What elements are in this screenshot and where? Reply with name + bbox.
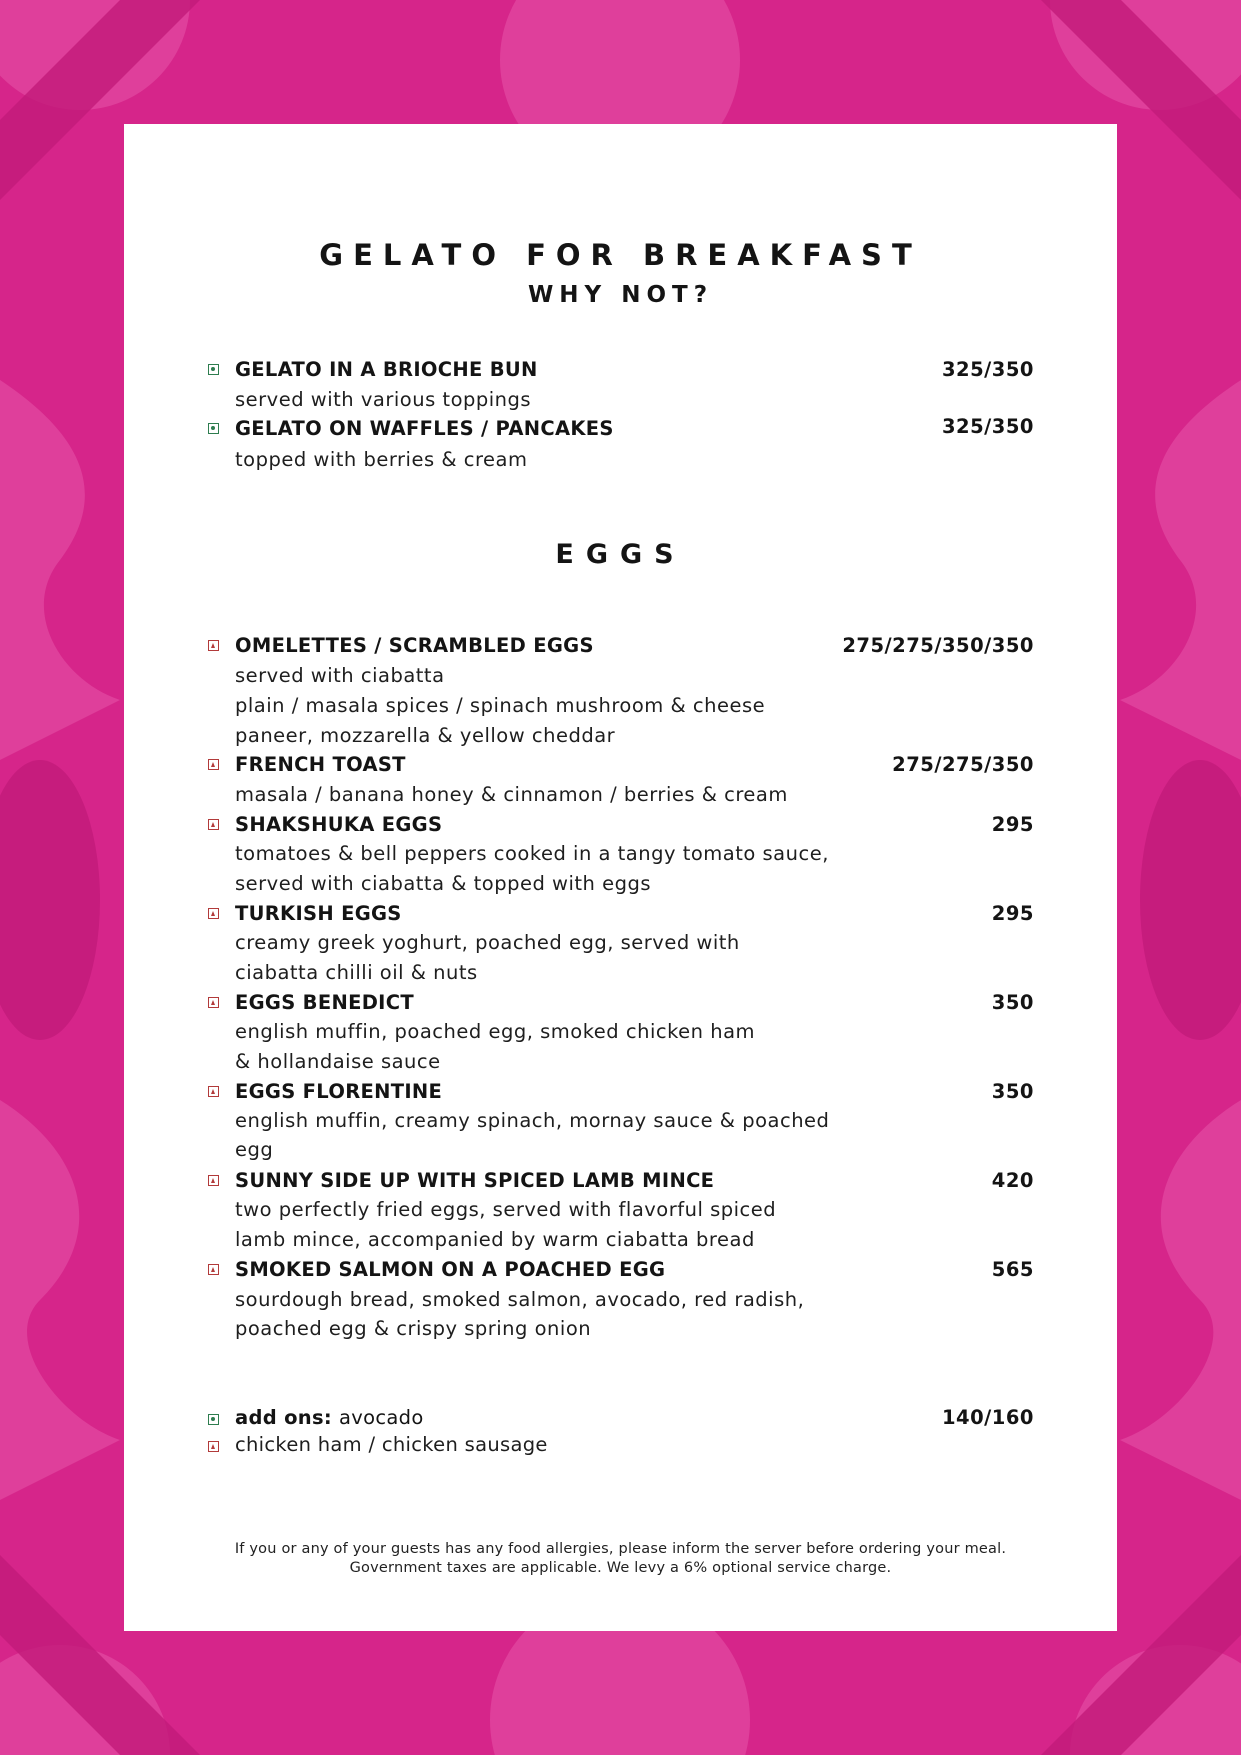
addons-line [235, 1406, 424, 1429]
item-name: GELATO ON WAFFLES / PANCAKES [235, 417, 614, 440]
item-description: ciabatta chilli oil & nuts [235, 961, 478, 984]
non-veg-icon [208, 1086, 219, 1097]
item-name: EGGS FLORENTINE [235, 1080, 443, 1103]
item-price: 295 [991, 813, 1034, 836]
addons-price: 140/160 [941, 1406, 1034, 1429]
item-price: 350 [991, 991, 1034, 1014]
non-veg-icon [208, 819, 219, 830]
item-name: TURKISH EGGS [235, 902, 402, 925]
item-name: SHAKSHUKA EGGS [235, 813, 443, 836]
item-name: SUNNY SIDE UP WITH SPICED LAMB MINCE [235, 1169, 715, 1192]
menu-item [208, 902, 1034, 928]
menu-item [208, 358, 1034, 384]
addons-row [208, 1406, 1034, 1432]
item-description: english muffin, poached egg, smoked chicken ham [235, 1020, 756, 1043]
item-price: 275/275/350/350 [842, 634, 1034, 657]
item-description: two perfectly fried eggs, served with flavorful spiced [235, 1198, 777, 1221]
addons-veg-text: avocado [339, 1406, 424, 1429]
item-description: masala / banana honey & cinnamon / berries & cream [235, 783, 788, 806]
item-description: & hollandaise sauce [235, 1050, 441, 1073]
item-price: 295 [991, 902, 1034, 925]
item-price: 275/275/350 [892, 753, 1034, 776]
non-veg-icon [208, 1441, 219, 1452]
page-subtitle: WHY NOT? [527, 282, 714, 308]
menu-card [124, 124, 1117, 1631]
menu-item [208, 813, 1034, 839]
menu-item [208, 1258, 1034, 1284]
item-description: plain / masala spices / spinach mushroom & cheese [235, 694, 766, 717]
addons-nonveg-text: chicken ham / chicken sausage [235, 1433, 548, 1456]
item-description: tomatoes & bell peppers cooked in a tangy tomato sauce, [235, 842, 829, 865]
addons-label: add ons: [235, 1406, 332, 1429]
section-title-eggs: EGGS [555, 539, 686, 570]
non-veg-icon [208, 640, 219, 651]
item-price: 325/350 [941, 415, 1034, 438]
veg-icon [208, 1414, 219, 1425]
item-description: served with ciabatta [235, 664, 445, 687]
item-name: FRENCH TOAST [235, 753, 406, 776]
item-description: poached egg & crispy spring onion [235, 1317, 592, 1340]
item-name: SMOKED SALMON ON A POACHED EGG [235, 1258, 666, 1281]
item-name: GELATO IN A BRIOCHE BUN [235, 358, 538, 381]
item-description: sourdough bread, smoked salmon, avocado, red radish, [235, 1288, 805, 1311]
menu-item [208, 991, 1034, 1017]
menu-item [208, 1169, 1034, 1195]
item-description: served with various toppings [235, 388, 532, 411]
non-veg-icon [208, 908, 219, 919]
veg-icon [208, 364, 219, 375]
menu-item [208, 634, 1034, 660]
item-description: lamb mince, accompanied by warm ciabatta bread [235, 1228, 755, 1251]
page-title: GELATO FOR BREAKFAST [319, 238, 922, 272]
non-veg-icon [208, 997, 219, 1008]
item-description: creamy greek yoghurt, poached egg, served with [235, 931, 740, 954]
item-name: OMELETTES / SCRAMBLED EGGS [235, 634, 594, 657]
tax-note: Government taxes are applicable. We levy a 6% optional service charge. [349, 1560, 892, 1576]
veg-icon [208, 423, 219, 434]
item-description: served with ciabatta & topped with eggs [235, 872, 652, 895]
item-name: EGGS BENEDICT [235, 991, 414, 1014]
addons-row [208, 1433, 1034, 1459]
allergy-note: If you or any of your guests has any food allergies, please inform the server before ordering your meal. [234, 1541, 1007, 1557]
item-price: 325/350 [941, 358, 1034, 381]
item-description: egg [235, 1138, 274, 1161]
menu-item [208, 753, 1034, 779]
menu-item [208, 417, 1034, 443]
item-description: topped with berries & cream [235, 448, 528, 471]
item-description: english muffin, creamy spinach, mornay sauce & poached [235, 1109, 830, 1132]
item-price: 420 [991, 1169, 1034, 1192]
non-veg-icon [208, 759, 219, 770]
item-price: 565 [991, 1258, 1034, 1281]
item-description: paneer, mozzarella & yellow cheddar [235, 724, 616, 747]
non-veg-icon [208, 1175, 219, 1186]
non-veg-icon [208, 1264, 219, 1275]
menu-item [208, 1080, 1034, 1106]
item-price: 350 [991, 1080, 1034, 1103]
